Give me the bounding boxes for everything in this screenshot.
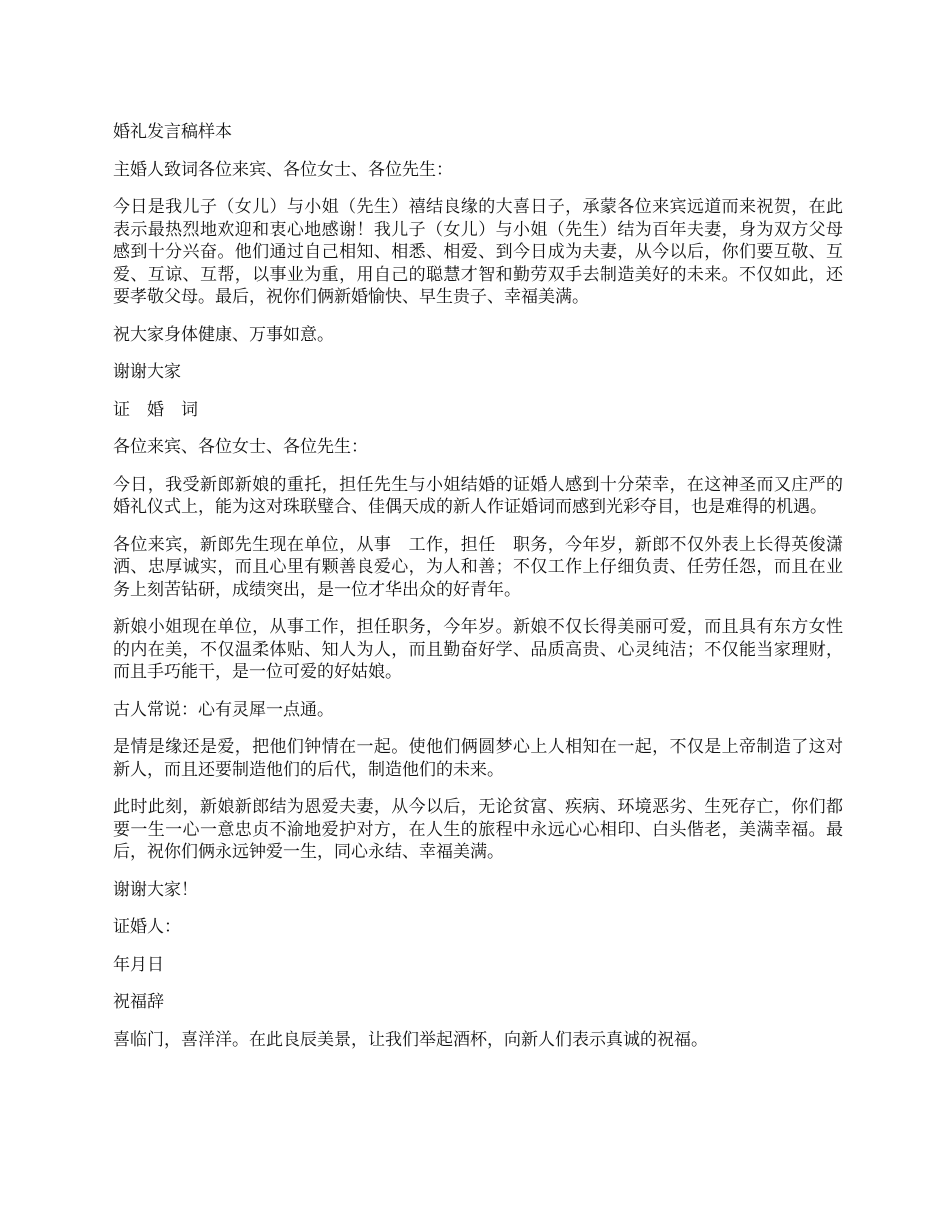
- paragraph: 古人常说：心有灵犀一点通。: [113, 699, 334, 720]
- paragraph: 谢谢大家: [113, 362, 181, 382]
- paragraph: 谢谢大家！: [113, 879, 198, 900]
- paragraph: 此时此刻，新娘新郎结为恩爱夫妻，从今以后，无论贫富、疾病、环境恶劣、生死存亡，你们都要一生一心一意忠贞不渝地爱护对方，在人生的旅程中永远心心相印、白头偕老，美满幸福。最后，祝你们俩永远钟爱一生，同心永结、幸福美满。: [113, 797, 843, 862]
- paragraph: 主婚人致词各位来宾、各位女士、各位先生：: [113, 159, 453, 180]
- paragraph: 今日，我受新郎新娘的重托，担任先生与小姐结婚的证婚人感到十分荣幸，在这神圣而又庄严的婚礼仪式上，能为这对珠联璧合、佳偶天成的新人作证婚词而感到光彩夺目，也是难得的机遇。: [113, 474, 843, 517]
- paragraph: 新娘小姐现在单位，从事工作，担任职务，今年岁。新娘不仅长得美丽可爱，而且具有东方女性的内在美，不仅温柔体贴、知人为人，而且勤奋好学、品质高贵、心灵纯洁；不仅能当家理财，而且手巧能干，是一位可爱的好姑娘。: [113, 617, 843, 682]
- paragraph: 喜临门，喜洋洋。在此良辰美景，让我们举起酒杯，向新人们表示真诚的祝福。: [113, 1029, 708, 1050]
- paragraph: 证婚人：: [113, 917, 181, 937]
- paragraph: 各位来宾，新郎先生现在单位，从事 工作，担任 职务，今年岁，新郎不仅外表上长得英俊潇洒、忠厚诚实，而且心里有颗善良爱心，为人和善；不仅工作上仔细负责、任劳任怨，而且在业务上刻苦钻研，成绩突出，是一位才华出众的好青年。: [113, 534, 843, 600]
- paragraph: 各位来宾、各位女士、各位先生：: [113, 437, 368, 457]
- paragraph: 是情是缘还是爱，把他们钟情在一起。使他们俩圆梦心上人相知在一起，不仅是上帝制造了这对新人，而且还要制造他们的后代，制造他们的未来。: [113, 737, 843, 780]
- document-body: [113, 121, 843, 1066]
- paragraph: 祝大家身体健康、万事如意。: [113, 324, 334, 345]
- section-heading: 证 婚 词: [113, 399, 198, 420]
- section-heading: 祝福辞: [113, 992, 164, 1012]
- document-title: 婚礼发言稿样本: [113, 122, 232, 142]
- paragraph: 今日是我儿子（女儿）与小姐（先生）禧结良缘的大喜日子，承蒙各位来宾远道而来祝贺，在此表示最热烈地欢迎和衷心地感谢！我儿子（女儿）与小姐（先生）结为百年夫妻，身为双方父母感到十分兴奋。他们通过自己相知、相悉、相爱、到今日成为夫妻，从今以后，你们要互敬、互爱、互谅、互帮，以事业为重，用自己的聪慧才智和勤劳双手去制造美好的未来。不仅如此，还要孝敬父母。最后，祝你们俩新婚愉快、早生贵子、幸福美满。: [113, 197, 843, 307]
- paragraph: 年月日: [113, 954, 164, 975]
